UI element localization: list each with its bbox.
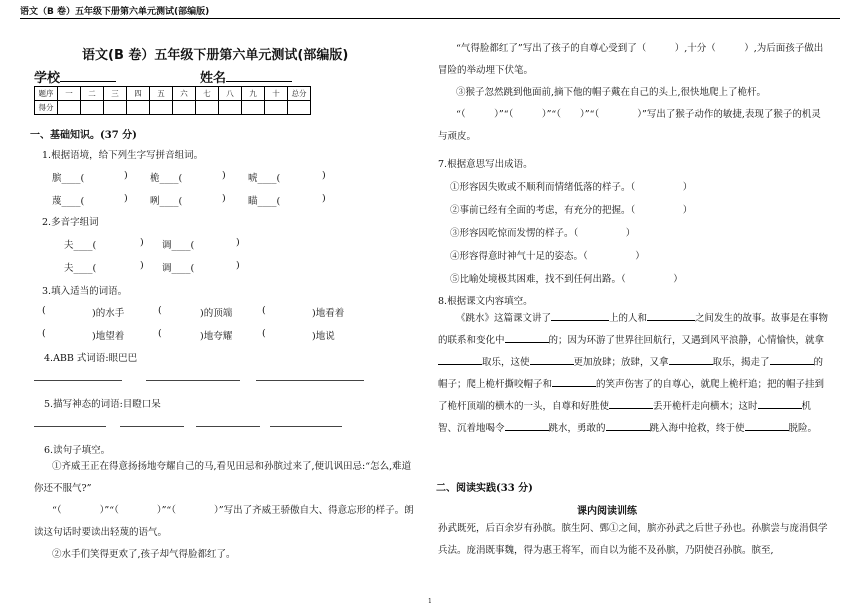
q1-item: ) — [322, 193, 326, 204]
header-divider — [20, 18, 840, 19]
score-col: 总分 — [288, 87, 311, 101]
q8-blank[interactable] — [669, 353, 713, 365]
q8-blank[interactable] — [530, 353, 574, 365]
q8-blank[interactable] — [745, 419, 789, 431]
q8-text: 的笑声伤害了的自尊心，就爬上桅杆追；把的帽子挂到了桅杆顶端的横木的一头，自尊和好胜使 — [438, 379, 825, 412]
score-cell[interactable] — [58, 101, 81, 115]
q4-prompt: 4.ABB 式词语:眼巴巴 — [44, 353, 138, 364]
score-cell[interactable] — [196, 101, 219, 115]
name-field[interactable] — [200, 67, 292, 86]
q5-answer-line[interactable] — [196, 426, 260, 427]
q6-item3-fill: “（ ）”“（ ）”“（ ）”“（ ）”写出了猴子动作的敏捷,表现了猴子的机灵与顽皮。 — [438, 109, 821, 142]
q7-item: ⑤比喻处境极其困难，找不到任何出路。（ ） — [450, 274, 683, 285]
score-col: 六 — [173, 87, 196, 101]
q8-text: 丢开桅杆走向横木；这时 — [653, 401, 758, 412]
q2-item: 夫____( — [64, 240, 97, 251]
q8-text: 跳入海中抢救，终于使 — [649, 423, 745, 434]
q8-text: 上的人和 — [609, 313, 648, 324]
school-field[interactable] — [34, 67, 116, 86]
q8-text: 取乐，揭走了 — [712, 357, 770, 368]
reading-paragraph: 孙武既死，后百余岁有孙膑。膑生阿、鄄①之间，膑亦孙武之后世子孙也。孙膑尝与庞涓俱学兵法。庞涓既事魏，得为惠王将军，而自以为能不及孙膑，乃阴使召孙膑。膑至, — [438, 523, 828, 556]
q8-text: 的；因为环游了世界往回航行，又遇到风平浪静，心情愉快，就拿 — [548, 335, 825, 346]
q8-blank[interactable] — [505, 331, 549, 343]
q4-answer-line[interactable] — [256, 380, 364, 381]
q1-item: 膑____( — [52, 173, 85, 184]
q1-item: 蔑____( — [52, 196, 85, 207]
q8-blank[interactable] — [647, 309, 695, 321]
score-cell[interactable] — [219, 101, 242, 115]
q6-continued: “气得脸都红了”写出了孩子的自尊心受到了（ ）,十分（ ）,为后面孩子做出冒险的举动埋下伏笔。 — [438, 43, 824, 76]
q8-blank[interactable] — [609, 397, 653, 409]
q6-item3: ③猴子忽然跳到他面前,摘下他的帽子戴在自己的头上,很快地爬上了桅杆。 — [456, 87, 767, 98]
q5-answer-line[interactable] — [120, 426, 184, 427]
q1-item: ) — [222, 170, 226, 181]
score-cell[interactable] — [150, 101, 173, 115]
q5-answer-line[interactable] — [270, 426, 342, 427]
running-header: 语文（B 卷）五年级下册第六单元测试(部编版) — [20, 7, 210, 17]
q3-item: )的顶端 — [200, 308, 233, 319]
page-number: 1 — [428, 598, 432, 605]
q1-item: 咧____( — [150, 196, 183, 207]
section1-heading: 一、基础知识。(37 分) — [30, 130, 137, 141]
score-col: 四 — [127, 87, 150, 101]
q2-item: ) — [140, 260, 144, 271]
q8-blank[interactable] — [551, 309, 609, 321]
q8-text: 之间发生的故事。故事是在事物的联系和变化中 — [438, 313, 829, 346]
q2-item: ) — [236, 260, 240, 271]
score-col: 九 — [242, 87, 265, 101]
score-value-row — [35, 101, 311, 115]
score-col: 七 — [196, 87, 219, 101]
q7-item: ③形容因吃惊而发愣的样子。（ ） — [450, 228, 636, 239]
score-header-row — [35, 87, 311, 101]
score-cell[interactable] — [127, 101, 150, 115]
q7-item: ①形容因失败或不顺利而情绪低落的样子。（ ） — [450, 182, 693, 193]
q8-prompt: 8.根据课文内容填空。 — [438, 296, 533, 307]
score-col: 一 — [58, 87, 81, 101]
score-col: 二 — [81, 87, 104, 101]
q8-blank[interactable] — [505, 419, 549, 431]
name-blank[interactable] — [226, 70, 292, 82]
score-col: 五 — [150, 87, 173, 101]
q3-item: )地看着 — [312, 308, 345, 319]
score-col: 三 — [104, 87, 127, 101]
q7-item: ④形容得意时神气十足的姿态。（ ） — [450, 251, 645, 262]
q1-item: ) — [222, 193, 226, 204]
q3-item: ( — [42, 328, 46, 339]
q8-text: 更加放肆；放肆，又拿 — [573, 357, 669, 368]
q3-item: ( — [262, 328, 266, 339]
q3-item: ( — [158, 328, 162, 339]
q8-blank[interactable] — [758, 397, 802, 409]
q1-item: 瞄____( — [248, 196, 281, 207]
q2-item: 夫____( — [64, 263, 97, 274]
q5-prompt: 5.描写神态的词语:目瞪口呆 — [44, 399, 161, 410]
q6-item2: ②水手们笑得更欢了,孩子却气得脸都红了。 — [52, 549, 236, 560]
page-title: 语文(B 卷）五年级下册第六单元测试(部编版) — [82, 48, 349, 63]
q3-item: )地望着 — [92, 331, 125, 342]
q3-item: )地说 — [312, 331, 335, 342]
q8-blank[interactable] — [606, 419, 650, 431]
q8-text: 跳水，勇敢的 — [548, 423, 606, 434]
q8-blank[interactable] — [552, 375, 596, 387]
q2-item: 调____( — [162, 263, 195, 274]
score-cell[interactable] — [242, 101, 265, 115]
q2-prompt: 2.多音字组词 — [42, 217, 99, 228]
q6-item1-fill: “（ ）”“（ ）”“（ ）”写出了齐威王骄傲自大、得意忘形的样子。朗读这句话时要读出轻蔑的语气。 — [34, 505, 414, 538]
score-table — [34, 86, 311, 115]
q8-passage — [438, 308, 830, 440]
q3-prompt: 3.填入适当的词语。 — [42, 286, 128, 297]
q1-item: 唬____( — [248, 173, 281, 184]
q2-item: 调____( — [162, 240, 195, 251]
q7-item: ②事前已经有全面的考虑，有充分的把握。（ ） — [450, 205, 693, 216]
q1-item: 桅____( — [150, 173, 183, 184]
q4-answer-line[interactable] — [34, 380, 122, 381]
school-label: 学校 — [34, 71, 61, 86]
q7-prompt: 7.根据意思写出成语。 — [438, 159, 533, 170]
score-cell[interactable] — [265, 101, 288, 115]
q4-answer-line[interactable] — [146, 380, 240, 381]
score-cell[interactable] — [173, 101, 196, 115]
q8-blank[interactable] — [770, 353, 814, 365]
score-row-label: 题序 — [35, 87, 58, 101]
score-col: 十 — [265, 87, 288, 101]
q6-prompt: 6.读句子填空。 — [44, 445, 111, 456]
q8-text: 的帽子；爬上桅杆撕咬帽子和 — [438, 357, 824, 390]
q8-text: 脱险。 — [788, 423, 818, 434]
school-blank[interactable] — [60, 70, 116, 82]
q2-item: ) — [140, 237, 144, 248]
q5-answer-line[interactable] — [34, 426, 106, 427]
q3-item: ( — [158, 305, 162, 316]
score-col: 八 — [219, 87, 242, 101]
q3-item: )的水手 — [92, 308, 125, 319]
name-label: 姓名 — [200, 71, 227, 86]
score-row-label: 得分 — [35, 101, 58, 115]
q1-item: ) — [322, 170, 326, 181]
q8-text: 取乐，这使 — [482, 357, 530, 368]
section2-heading: 二、阅读实践(33 分) — [436, 483, 533, 494]
q2-item: ) — [236, 237, 240, 248]
q3-item: ( — [42, 305, 46, 316]
score-cell[interactable] — [104, 101, 127, 115]
score-cell[interactable] — [81, 101, 104, 115]
score-cell[interactable] — [288, 101, 311, 115]
q6-item1: ①齐威王正在得意扬扬地夸耀自己的马,看见田忌和孙膑过来了,便讥讽田忌:“怎么,难道你还不服气?” — [34, 461, 412, 494]
q8-text: 《跳水》这篇课文讲了 — [456, 313, 552, 324]
q3-item: )地夸耀 — [200, 331, 233, 342]
section2-subheading: 课内阅读训练 — [577, 506, 637, 517]
q1-prompt: 1.根据语境，给下列生字写拼音组词。 — [42, 150, 204, 161]
q8-text: 机智、沉着地喝令 — [438, 401, 812, 434]
q1-item: ) — [124, 193, 128, 204]
q1-item: ) — [124, 170, 128, 181]
q8-blank[interactable] — [438, 353, 482, 365]
q3-item: ( — [262, 305, 266, 316]
